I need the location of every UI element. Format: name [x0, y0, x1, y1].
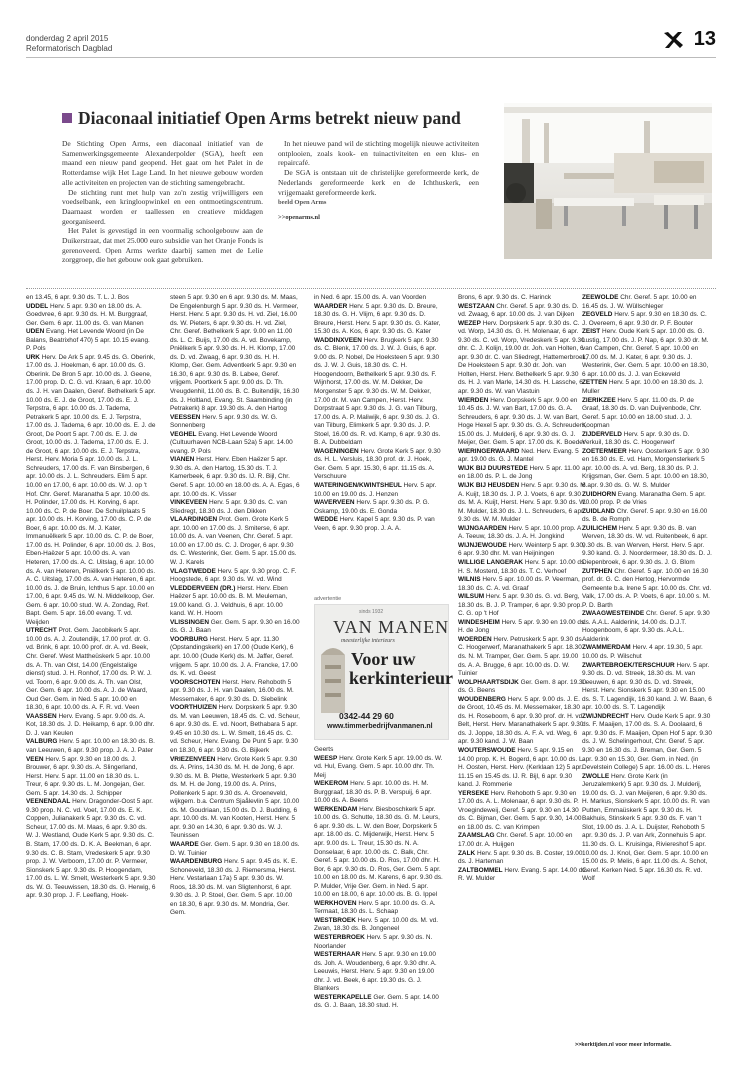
service-times: Herv. Grote Kerk 5 apr. 9.30 ds. A. Prins, 14.30 ds. M. H. de Jong, 6 apr. 9.30 ds. M. B. Plette, Westerkerk 5 apr. 9.30 ds. M. H. de Jong, 19.00 ds. A. Prins, Pollenkerk 5 apr. 9.30 ds. A. Groeneveld, wijkgem. b.a. Centrum Sjaålevlin 5 apr. 10.00 ds. M. Goudriaan, 15.00 ds. D. J. Budding, 6 apr. 10.00 ds. M. van Kooten, Herst. Herv. 5 apr. 9.30 en 14.30, 6 apr. 9.30 ds. W. J. Teunissen — [170, 755, 300, 840]
service-times: Herv. 5 apr. 9.30 en 18.00 ds. J. Brouwer, 6 apr. 9.30 ds. A. Slingerland, Herst. Herv. 5 apr. 11.00 en 18.30 ds. L. Treur, 6 apr. 9.30 ds. L. M. Jongejan, Ger. Gem. 5 apr. 14.30 ds. J. Schipper — [26, 755, 145, 797]
header-dateline — [26, 34, 112, 54]
advert-box[interactable] — [314, 604, 453, 740]
service-times: Herv. 5 apr. 9.00 ds. J. E. de Groot, 10.45 ds. M. Messemaker, 18.30 ds. H. Roseboom, 6 apr. 9.30 prof. dr. H. vd. Belt, Herst. Herv. Maranathakerk 5 apr. 9.30 ds. J. Joppe, 18.30 ds. A. F. A. vd. Weg, 6 apr. 9.30 kand. J. W. Baan — [458, 695, 584, 746]
service-times: Herv. 5 apr. 9.30 ds. M. A. Kuijt, 18.30 ds. J. P. J. Voets, 6 apr. 9.30 ds. M. A. Kuijt, Herst. Herv. 5 apr. 9.30 ds. W. M. Mulder, 18.30 ds. J. L. Schreuders, 6 apr. 9.30 ds. W. M. Mulder — [458, 482, 588, 524]
article — [62, 108, 494, 265]
place-name: ZUTPHEN — [582, 567, 613, 575]
place-name: UDDEL — [26, 302, 49, 310]
listing-entry — [170, 431, 300, 457]
place-name: WEZEP — [458, 319, 481, 327]
place-name: ZALTBOMMEL — [458, 866, 503, 874]
place-name: VALBURG — [26, 738, 58, 746]
listing-entry — [314, 448, 444, 482]
place-name: VIANEN — [170, 456, 195, 464]
service-times: Herv. 5 apr. 10.00 ds. H. M. Burggraaf, 18.30 ds. P. B. Verspuij, 6 apr. 10.00 ds. A. Beens — [314, 780, 432, 805]
listing-entry — [170, 456, 300, 499]
place-name: ZEIST — [582, 328, 601, 336]
place-name: ZOETERMEER — [582, 447, 627, 455]
service-times: Evang. Het Levende Woord (in De Balans, Beatrixhof 470) 5 apr. 10.15 evang. P. Pols — [26, 328, 150, 353]
listing-entry — [458, 790, 588, 833]
advert-headline-2: kerkinterieur — [349, 668, 453, 688]
listing-entry — [458, 320, 588, 397]
service-times: Herv. Weinterp 5 apr. 9.30, 6 apr. 9.30 dhr. M. van Heijningen — [458, 541, 585, 558]
service-times: Herv. 5 apr. 9.30 en 19.00 ds. Joh. A. Woudenberg, 6 apr. 9.30 dhr. A. Leeuwis, Herst. Herv. 5 apr. 9.30 en 19.00 dhr. J. vd. Beek, 6 apr. 19.30 ds. G. J. Blankers — [314, 951, 437, 993]
place-name: WEESP — [314, 754, 338, 762]
listing-entry — [458, 619, 588, 636]
place-name: WESTERHAAR — [314, 951, 361, 959]
place-name: WAARDE — [170, 841, 199, 848]
listing-entry — [26, 798, 156, 901]
place-name: VINKEVEEN — [170, 499, 208, 507]
place-name: ZEEWOLDE — [582, 294, 619, 301]
listing-entry — [26, 294, 156, 303]
place-name: VRIEZENVEEN — [170, 755, 216, 763]
service-times: Chr. Geref. 5 apr. 10.00 en 16.45 ds. J. W. Wüllschleger — [582, 294, 697, 310]
listing-entry — [582, 397, 712, 431]
place-name: WAARDENBURG — [170, 858, 223, 866]
listing-entry — [170, 679, 300, 705]
listing-entry — [582, 508, 712, 525]
service-times: Geerts — [314, 746, 334, 753]
listing-entry — [582, 713, 712, 773]
article-link[interactable]: >>openarms.nl — [278, 213, 320, 221]
place-name: WATERINGEN/KWINTSHEUL — [314, 482, 402, 490]
service-times: Herv. 5 apr. 9.30 ds. G. vd. Berg, 18.30 ds. B. J. P. Tramper, 6 apr. 9.30 prop. C. G. op 't Hof — [458, 593, 583, 618]
service-times: Herv. 5 apr. 9.30 en 18.00 ds. A. Goedvree, 6 apr. 9.30 ds. H. M. Burggraaf, Ger. Gem. 6 apr. 11.00 ds. G. van Manen — [26, 302, 148, 327]
advertisement — [314, 596, 453, 741]
listing-entry — [314, 337, 444, 448]
place-name: WINDESHEIM — [458, 618, 500, 626]
place-name: WESTZAAN — [458, 302, 495, 310]
listing-entry — [314, 900, 444, 917]
listing-entry — [170, 704, 300, 755]
listing-entry — [582, 448, 712, 491]
service-times: Ger. Gem. 8 apr. 19.30 ds. G. Beens — [458, 678, 587, 695]
place-name: VOORSCHOTEN — [170, 678, 221, 686]
service-times: Herv. 5 apr. 9.30 ds. W. G. Sonnenberg — [170, 413, 278, 430]
service-times: Herv. Evang. 5 apr. 14.00 ds. R. W. Mulder — [458, 866, 588, 883]
place-name: ZETTEN — [582, 379, 608, 387]
service-times: Herv. 5 apr. 10.00 ds. H. S. Mosterd, 18.30 ds. T. C. Verhoef — [458, 558, 586, 575]
listing-entry — [170, 756, 300, 841]
place-name: WERKENDAM — [314, 805, 358, 813]
listing-entry — [314, 806, 444, 900]
listing-entry — [458, 303, 588, 320]
listing-entry — [26, 328, 156, 354]
service-times: Herv. 5 apr. 9.30 ds. D. Breure, 18.30 ds. G. H. Vlijm, 6 apr. 9.30 ds. D. Breure, Herst. Herv. 5 apr. 9.30 ds. G. Kater, 15.30 ds. A. Kos, 6 apr. 9.30 ds. G. Kater — [314, 302, 441, 336]
header-rule — [26, 57, 716, 58]
section-divider — [26, 288, 716, 289]
article-paragraph: De stichting runt met hulp van zo'n zestig vrijwilligers een voedselbank, een kringloopwinkel en een ontmoetingscentrum. Daarnaast worden er taallessen en creatieve middagen georganiseerd. — [62, 187, 263, 226]
service-times: Herv. 5 apr. 9.30 ds. N. Noorlander — [314, 934, 433, 950]
article-paragraph: De Stichting Open Arms, een diaconaal initiatief van de Samenwerkingsgemeente Alexanderpolder (SGA), heeft een maand een nieuw pand geopend. Het gaat om het Palet in de Rotterdamse wijk Het Lage Land. In het nieuwe gebouw worden alle activiteiten en projecten van de stichting samengebracht. — [62, 139, 263, 187]
service-times: Herv. 5 apr. 9.45 ds. K. E. Schoneveld, 18.30 ds. J. Riemersma, Herst. Herv. Vestarlaan 17a) 5 apr. 9.30 ds. W. Roos, 18.30 ds. M. van Sligtenhorst, 6 apr. 9.30 ds. J. P. Stoel, Ger. Gem. 5 apr. 10.00 en 18.30, 6 apr. 9.30 ds. M. Mondria, Ger. Gem. — [170, 858, 298, 917]
service-times: Chr. Geref. 5 apr. 9.30 ds. A.A.L. Aalderink, 14.00 ds. D.J.T. Hoogenboom, 6 apr. 9.30 ds. A.A.L. Aalderink — [582, 610, 710, 643]
place-name: UTRECHT — [26, 627, 57, 635]
header-right — [662, 28, 716, 51]
listing-entry — [314, 516, 444, 533]
place-name: WEDDE — [314, 516, 338, 524]
place-name: WAVERVEEN — [314, 499, 355, 507]
place-name: WESTERKAPELLE — [314, 993, 372, 1001]
service-times: Herv. 5 apr. 9.30 ds. P. G. Oskamp, 19.00 ds. E. Gonda — [314, 499, 430, 515]
listing-entry — [582, 610, 712, 644]
service-times: Herv. 5 apr. 9.30 ds. C. van Sliedregt, 18.30 ds. J. den Dikken — [170, 499, 287, 515]
place-name: WIJK BIJ DUURSTEDE — [458, 464, 528, 472]
place-name: WIERINGERWAARD — [458, 447, 520, 455]
service-times: Herv. 5 apr. 9.30 ds. B. Coster, 19.00 ds. J. Harteman — [458, 849, 583, 866]
place-name: WILLIGE LANGERAK — [458, 558, 524, 566]
service-times: Herst. Herv. Rehoboth 5 apr. 9.30 ds. J. H. van Daalen, 16.00 ds. M. Messemaker, 6 apr. 9.30 ds. D. Siebelink — [170, 678, 294, 703]
listing-entry — [458, 747, 588, 790]
service-times: en 13.45, 6 apr. 9.30 ds. T. L. J. Bos — [26, 294, 129, 301]
listing-entry — [458, 832, 588, 849]
listing-entry — [170, 414, 300, 431]
place-name: VEGHEL — [170, 430, 197, 438]
advert-website[interactable]: www.timmerbedrijfvanmanen.nl — [327, 723, 433, 730]
listing-entry — [582, 294, 712, 311]
place-name: WOERDEN — [458, 635, 492, 643]
listing-entry — [458, 465, 588, 482]
service-times: Herv. Grote Kerk 5 apr. 19.00 ds. W. vd. Hul, Evang. Gem. 5 apr. 10.00 dhr. Th. Meij — [314, 754, 443, 779]
listing-entry — [582, 662, 712, 713]
service-times: Herv. 5 apr. 9.30 en 19.00 ds. H. de Jong — [458, 618, 586, 635]
listing-entry — [582, 311, 712, 328]
place-name: YERSEKE — [458, 789, 489, 797]
listing-entry — [582, 328, 712, 379]
place-name: WILNIS — [458, 576, 481, 584]
service-times: Ger. Gem. 5 apr. 14.00 ds. G. J. Baan, 18.30 stud. H. — [314, 993, 439, 1010]
place-name: WADDINXVEEN — [314, 336, 362, 344]
listing-column-3b — [314, 746, 444, 1011]
advert-tagline: meesterlijke interieurs — [341, 638, 395, 644]
listing-entry — [582, 644, 712, 661]
listing-entry — [458, 482, 588, 525]
place-name: VEENENDAAL — [26, 798, 71, 806]
listing-entry — [458, 542, 588, 559]
place-name: WESTERBROEK — [314, 934, 365, 942]
service-times: Evang. Het Levende Woord (Cultuurhaven NCB-Laan 52a) 5 apr. 14.00 evang. P. Pols — [170, 430, 293, 455]
listing-entry — [26, 713, 156, 739]
listing-entry — [314, 917, 444, 934]
place-name: VLEDDERVEEN (DR.) — [170, 584, 236, 592]
service-times: Herst. Herv. Eben Haëzer 5 apr. 9.30 ds. A. den Hartog, 15.30 ds. T. J. Kamerbeek, 6 apr. 9.30 ds. IJ. R. Bijl, Chr. Geref. 5 apr. 10.00 en 18.00 ds. A. A. Egas, 6 apr. 10.00 ds. K. Visser — [170, 456, 300, 498]
listing-column-1 — [26, 294, 156, 901]
listing-entry — [314, 482, 444, 499]
listing-entry — [458, 679, 588, 696]
place-name: VEESSEN — [170, 413, 201, 421]
service-times: Herv. De Ark 5 apr. 9.45 ds. G. Oberink, 17.00 ds. J. Hoekman, 6 apr. 10.00 ds. G. Oberink. De Bron 5 apr. 10.00 ds. J. Geene, 17.00 prop. D. C. G. vd. Kraan, 6 apr. 10.00 ds. J. H. van Daalen, Geref. Bethelkerk 5 apr. 10.00 ds. E. J. de Groot, 17.00 ds. E. J. Terpstra, 6 apr. 10.00 ds. J. Tadema, Petrakerk 5 apr. 10.00 ds. E. J. Terpstra, 17.00 ds. J. Tadema, 6 apr. 10.00 ds. E. J. de Groot, De Poort 5 apr. 7.00 ds. E. J. de Groot, 10.00 ds. J. Tadema, 17.00 ds. E. J. de Groot, 6 apr. 10.00 ds. E. J. Terpstra, Herst. Herv. Moria 5 apr. 10.00 ds. J. L. Schreuders, 17.00 ds. F. van Binsbergen, 6 apr. 10.00 ds. J. L. Schreuders. Elim 5 apr. 10.00 en 17.00, 6 apr. 10.00 ds. W. J. op 't Hof. Chr. Geref. Maranatha 5 apr. 10.00 ds. H. Polinder, 17.00 ds. H. Korving, 6 apr. 10.00 ds. C. P. de Boer. De Schuilplaats 5 apr. 10.00 ds. H. Korving, 17.00 ds. C. P. de Boer, 6 apr. 10.00 ds. M. J. Kater, Immanuëlkerk 5 apr. 10.00 ds. C. P. de Boer, 17.00 ds. H. Polinder, 6 apr. 10.00 ds. J. Bos, Eben-Haëzer 5 apr. 10.00 ds. A. van Heteren, 17.00 ds. A. C. Uitslag, 6 apr. 10.00 ds. A. van Heteren, Pniëlkerk 5 apr. 10.00 ds. A. C. Uitslag, 17.00 ds. A. van Heteren, 6 apr. 10.00 ds. J. de Bruin, Ichthus 5 apr. 10.00 en 17.00, 6 apr. 9.45 ds. W. N. Middelkoop, Ger. Gem. 6 apr. 10.00 stud. W. A. Zondag, Ref. Bapt. Gem. 5 apr. 16.00 evang. T. vd. Weijden — [26, 353, 156, 626]
listing-entry — [458, 397, 588, 448]
place-name: WEKEROM — [314, 780, 349, 788]
place-name: WOUTERSWOUDE — [458, 746, 516, 754]
publication-name: Reformatorisch Dagblad — [26, 44, 113, 53]
article-paragraph: In het nieuwe pand wil de stichting mogelijk nieuwe activiteiten ontplooien, zoals kook- en tuinactiviteiten en een klus- en repaircafé. — [278, 139, 479, 168]
listing-column-3 — [314, 294, 444, 533]
listing-entry — [314, 746, 444, 755]
listing-entry — [314, 294, 444, 303]
service-times: steen 5 apr. 9.30 en 6 apr. 9.30 ds. M. Maas, De Engelenburgh 5 apr. 9.30 ds. H. Vermeer, Herst. Herv. 5 apr. 9.30 ds. H. vd. Ziel, 16.00 ds. W. Pieters, 6 apr. 9.30 ds. H. vd. Ziel, Chr. Geref. Bethelkerk 5 apr. 9.00 en 11.00 ds. L. C. Buijs, 17.00 ds. A. vd. Bovekamp, Pniëlkerk 5 apr. 9.30 ds. H. H. Klomp, 17.00 ds. D. vd. Zwaag, 6 apr. 9.30 ds. H. H. Klomp, Ger. Gem. Adventkerk 5 apr. 9.30 en 16.30, 6 apr. 9.30 ds. B. Labee, Geref. vrijgem. Poortkerk 5 apr. 9.00 ds. D. Th. Vreugdenhil, 11.00 ds. B. C. Buitendijk, 16.30 ds. J. Holtland, Evang. St. Saambinding (in Petrakerk) 8 apr. 19.30 ds. A. den Hartog — [170, 294, 300, 413]
service-times: Prot. Gem. Grote Kerk 5 apr. 10.00 en 17.00 ds. J. Smiterse, 6 apr. 10.00 ds. A. van Veenen, Chr. Geref. 5 apr. 10.00 en 17.00 ds. C. J. Droger, 6 apr. 9.30 ds. C. Westerink, Ger. Gem. 5 apr. 15.00 ds. W. J. Karels — [170, 516, 297, 566]
place-name: WESTBROEK — [314, 916, 356, 924]
place-name: VLAGTWEDDE — [170, 567, 216, 575]
listing-column-4 — [458, 294, 588, 884]
service-times: Ger. Gem. 5 apr. 9.30 en 18.00 ds. D. W. Tuinier — [170, 841, 300, 857]
place-name: WIJK BIJ HEUSDEN — [458, 482, 520, 490]
listing-entry — [582, 568, 712, 611]
service-times: Herv. Grote Kerk 5 apr. 9.30 ds. H. L. Versluis, 18.30 prof. dr. J. Hoek, Ger. Gem. 5 apr. 15.30, 6 apr. 11.15 ds. A. Verschuure — [314, 447, 441, 481]
advert-phone: 0342-44 29 60 — [339, 711, 394, 721]
listing-entry — [458, 559, 588, 576]
place-name: ZALK — [458, 849, 476, 857]
service-times: Herv. 5 apr. 10.00 en 18.30 ds. B. van Leeuwen, 6 apr. 9.30 prop. J. A. J. Pater — [26, 738, 155, 754]
place-name: ZEGVELD — [582, 311, 613, 319]
article-paragraph: Het Palet is gevestigd in een voormalig schoolgebouw aan de Duikerstraat, dat met 25.000 euro subsidie van het Oranje Fonds is gerenoveerd. Open Arms werkte daarbij samen met de Lelie zorggroep, die het gebouw ook gaat gebruiken. — [62, 226, 263, 265]
service-times: Herv. 5 apr. 10.00 ds. P. Veerman, 18.30 ds. C. A. vd. Graaf — [458, 576, 580, 592]
service-times: Herst. Herv. 5 apr. 11.30 (Opstandingskerk) en 17.00 (Oude Kerk), 6 apr. 10.00 (Oude Kerk) ds. M. Jaffer, Geref. vrijgem. 5 apr. 10.00 ds. J. A. Francke, 17.00 ds. K. vd. Geest — [170, 635, 298, 678]
place-name: ZWARTEBROEK/TERSCHUUR — [582, 661, 675, 669]
article-column-left — [62, 139, 263, 265]
place-name: WIJNJEWOUDE — [458, 541, 507, 549]
advert-established: sinds 1932 — [359, 609, 384, 615]
listing-entry — [170, 841, 300, 858]
place-name: WILSUM — [458, 593, 485, 601]
place-name: UDEN — [26, 328, 45, 336]
listing-entry — [314, 780, 444, 806]
listing-entry — [458, 636, 588, 679]
listing-entry — [458, 576, 588, 593]
place-name: ZAAMSLAG — [458, 832, 495, 840]
place-name: VAASSEN — [26, 712, 57, 720]
listing-column-2 — [170, 294, 300, 918]
listing-entry — [314, 499, 444, 516]
service-times: Ger. Gem. 5 apr. 9.30 en 16.00 ds. G. J. Baan — [170, 618, 300, 635]
listing-entry — [26, 627, 156, 712]
listing-entry — [170, 636, 300, 679]
service-times: Herv. Oude Kerk 5 apr. 9.30 ds. F. Maaijen, 17.00 ds. S. A. Doolaard, 6 apr. 9.30 ds. F. Maaijen, Open Hof 5 apr. 9.30 ds. J. W. Schelingerhout, Chr. Geref. 5 apr. 9.30 en 16.30 ds. J. Breman, Ger. Gem. 5 apr. 9.30 en 15.30, Ger. Gem. in Ned. (in Develstein College) 5 apr. 16.00 ds. L. Heres — [582, 712, 712, 772]
place-name: WOLPHAARTSDIJK — [458, 678, 519, 686]
place-name: VLAARDINGEN — [170, 516, 218, 524]
service-times: in Ned. 6 apr. 15.00 ds. A. van Voorden — [314, 294, 427, 301]
place-name: ZWIJNDRECHT — [582, 712, 629, 720]
service-times: Herv. 5 apr. 11.00 ds. P. de Graaf, 18.30 ds. D. van Duijvenbode, Chr. Geref. 5 apr. 10.00 en 18.00 stud. J. J. Koopman — [582, 396, 702, 430]
bullet-square-icon — [62, 113, 72, 123]
listing-entry — [314, 951, 444, 994]
service-times: Herv. Dorpskerk 5 apr. 9.30 ds. M. van Leeuwen, 18.45 ds. C. vd. Scheur, 6 apr. 9.30 ds. E. vd. Noort, Bethabara 5 apr. 9.45 en 10.30 ds. L. W. Smelt, 16.45 ds. C. vd. Scheur, Herv. Evang. De Punt 5 apr. 9.30 en 18.30, 6 apr. 9.30 ds. G. Bijkerk — [170, 704, 300, 754]
listing-entry — [26, 738, 156, 755]
listing-entry — [26, 354, 156, 628]
advert-headline-1: Voor uw — [351, 649, 416, 669]
listing-entry — [582, 431, 712, 448]
service-times: Herv. Petruskerk 5 apr. 9.30 ds. C. Hoogerwerf, Maranathakerk 5 apr. 18.30 ds. N. M. Tramper, Ger. Gem. 5 apr. 19.00 ds. A. A. Brugge, 6 apr. 10.00 ds. D. W. Tuinier — [458, 635, 584, 678]
footer-link[interactable]: >>kerktijden.nl voor meer informatie. — [575, 1042, 672, 1048]
service-times: Herv. 5 apr. 10.00 prop. A. A. Teeuw, 18.30 ds. J. A. H. Jongkind — [458, 524, 584, 541]
listing-entry — [170, 619, 300, 636]
listing-entry — [170, 858, 300, 918]
listing-entry — [582, 525, 712, 568]
service-times: Herst. Herv. Eben Haëzer 5 apr. 10.00 ds. B. M. Meuleman, 19.00 kand. G. J. Veldhuis, 6 apr. 10.00 kand. W. H. Hoorn — [170, 584, 288, 618]
listing-entry — [314, 994, 444, 1011]
newspaper-logo-icon — [662, 30, 684, 50]
service-times: Evang. Maranatha Gem. 5 apr. 10.00 prop. P. de Vries — [582, 490, 706, 507]
listing-entry — [170, 294, 300, 414]
service-times: Herv. Rehoboth 5 apr. 9.30 en 17.00 ds. A. L. Molenaar, 6 apr. 9.30 ds. P. Vroegindeweij, Geref. 5 apr. 9.30 en 14.30 ds. C. Bijman, Ger. Gem. 5 apr. 9.30, 14.00 en 18.00 ds. C. van Krimpen — [458, 789, 582, 831]
place-name: ZWOLLE — [582, 772, 610, 780]
service-times: Herv. 5 apr. 10.00 ds. G. A. Termaat, 18.30 ds. L. Schaap — [314, 899, 436, 916]
service-times: Herv. 5 apr. 9.30 ds. D. vd. Streek, 18.30 ds. M. van Leeuwen, 6 apr. 9.30 ds. D. vd. Streek, Herst. Herv. Sionskerk 5 apr. 9.30 en 15.00 ds. S. T. Lagendijk, 16.30 kand. J. W. Baan, 6 apr. 10.00 ds. S. T. Lagendijk — [582, 661, 712, 712]
service-times: Herv. 5 apr. 9.30 ds. B. van Werven, 18.30 ds. W. vd. Ruitenbeek, 6 apr. 9.30 ds. B. van Werven, Herst. Herv. 5 apr. 9.30 kand. G. J. Noordermeer, 18.30 ds. D. J. Diepenbroek, 6 apr. 9.30 ds. J. G. Blom — [582, 524, 712, 566]
service-times: Brons, 6 apr. 9.30 ds. C. Harinck — [458, 294, 552, 301]
service-times: Herv. Dorpskerk 5 apr. 9.30 ds. C. vd. Worp, 14.30 ds. G. H. Molenaar, 6 apr. 9.30 ds. C. vd. Worp, Vredeskerk 5 apr. 9.30 dhr. C. J. Kolijn, 19.00 dr. Joh. van Holten, 6 apr. 9.30 dr. C. van Sliedregt, Hattemerbroek, De Hoeksteen 5 apr. 9.30 dr. Joh. van Holten, Herst. Herv. Bethelkerk 5 apr. 9.30 ds. H. J. van Marle, 14.30 ds. H. Lassche, 6 apr. 9.30 ds. W. van Vlastuin — [458, 319, 588, 396]
service-times: Herv. 5 apr. 10.00 en 19.00 ds. J. Henzen — [314, 482, 437, 498]
place-name: ZWAAGWESTEINDE — [582, 610, 645, 618]
service-times: Herv. Dragonder-Oost 5 apr. 9.30 prop. N. C. vd. Voet, 17.00 ds. E. K. Coppen, Julianakerk 5 apr. 9.30 ds. C. vd. Scheur, 17.00 ds. M. Maas, 6 apr. 9.30 ds. W. J. Westland, Oude Kerk 5 apr. 9.30 ds. C. B. Stam, 17.00 ds. D. K. A. Beekman, 6 apr. 9.30 ds. C. B. Stam, Vredeskerk 5 apr. 9.30 prop. J. W. Verboom, 17.00 dr. P. Vermeer, Sionskerk 5 apr. 9.30 ds. P. Hoogendam, 17.00 ds. L. W. Smelt, Westerkerk 5 apr. 9.30 ds. W. G. Teeuwissen, 18.30 ds. G. Herwig, 6 apr. 9.30 prop. J. F. Leeflang, Hoek- — [26, 798, 156, 900]
article-photo — [504, 103, 712, 259]
listing-entry — [458, 593, 588, 619]
service-times: Ned. Herv. Evang. 5 apr. 19.00 ds. G. J. Mantel — [458, 447, 579, 464]
photo-credit: beeld Open Arms — [278, 199, 327, 207]
service-times: Herv. Evang. 5 apr. 9.00 ds. A. Kot, 18.30 ds. J. D. Heikamp, 6 apr. 9.00 dhr. D. J. van Keulen — [26, 712, 155, 737]
service-times: Herv. 5 apr. 9.30 prop. C. F. Hoogstede, 6 apr. 9.30 ds. W. vd. Wind — [170, 567, 297, 584]
listing-entry — [314, 934, 444, 951]
service-times: Herv. 5 apr. 9.30 en 18.30 ds. C. J. Overeem, 6 apr. 9.30 dr. P. F. Bouter — [582, 311, 707, 327]
issue-date: donderdag 2 april 2015 — [26, 34, 109, 43]
listing-entry — [26, 756, 156, 799]
service-times: Herv. 5 apr. 10.00 en 18.30 ds. J. Muller — [582, 379, 704, 396]
listing-entry — [582, 379, 712, 396]
advert-brand: VAN MANEN — [333, 617, 450, 637]
place-name: WERKHOVEN — [314, 899, 357, 907]
place-name: URK — [26, 353, 40, 361]
listing-entry — [458, 696, 588, 747]
place-name: ZUIDLAND — [582, 507, 615, 515]
listing-entry — [582, 491, 712, 508]
place-name: ZWAMMERDAM — [582, 644, 631, 652]
place-name: VOORTHUIZEN — [170, 704, 217, 712]
advert-label: advertentie — [314, 596, 342, 602]
listing-entry — [170, 499, 300, 516]
service-times: Herv. Brugkerk 5 apr. 9.30 ds. C. Blenk, 17.00 ds. J. W. J. Guis, 6 apr. 9.00 ds. P. Nobel, De Hoeksteen 5 apr. 9.30 ds. J. W. J. Guis, 18.30 ds. C. H. Hoogendoorn, Bethelkerk 5 apr. 9.30 ds. F. Wijnhorst, 17.00 ds. W. M. Dekker, De Morgenster 5 apr. 9.30 ds. W. M. Dekker, 17.00 dr. M. van Campen, Herst. Herv. Dorpstraat 5 apr. 9.30 ds. J. G. van Tilburg, 17.00 ds. A. P. Maliwijk, 6 apr. 9.30 ds. J. G. van Tilburg, Elimkerk 5 apr. 9.30 ds. J. P. Stoel, 16.00 ds. R. vd. Kamp, 6 apr. 9.30 ds. B. A. Dubbeldam — [314, 336, 441, 447]
place-name: ZUILICHEM — [582, 524, 618, 532]
service-times: Herv. Dorpskerk 5 apr. 9.00 en 10.45 ds. J. W. van Bart, 17.00 ds. G. A. Schreuders, 6 apr. 9.30 ds. J. W. van Bart, Hoge Hexel 5 apr. 9.30 ds. G. A. Schreuders, 15.00 ds. J. Mulderij, 6 apr. 9.30 ds. G. J. Meijer, Ger. Gem. 5 apr. 17.00 ds. K. Boeder — [458, 396, 587, 447]
listing-entry — [582, 773, 712, 884]
place-name: WIERDEN — [458, 396, 489, 404]
listing-entry — [314, 303, 444, 337]
place-name: WOUDENBERG — [458, 695, 506, 703]
listing-entry — [458, 850, 588, 867]
listing-entry — [458, 525, 588, 542]
interior-photo-illustration — [504, 103, 712, 259]
service-times: Chr. Geref. 5 apr. 9.30 ds. D. vd. Zwaag, 6 apr. 10.00 ds. J. van Dijken — [458, 302, 579, 319]
listing-column-5 — [582, 294, 712, 884]
place-name: ZIERIKZEE — [582, 396, 616, 404]
place-name: VLISSINGEN — [170, 618, 209, 626]
service-times: Herv. 4 apr. 19.30, 5 apr. 10.00 ds. P. Wilschut — [582, 644, 703, 660]
listing-entry — [314, 755, 444, 781]
place-name: WAARDER — [314, 302, 348, 310]
article-column-right — [278, 139, 479, 223]
listing-entry — [458, 294, 588, 303]
service-times: Prot. Gem. Jacobikerk 5 apr. 10.00 ds. A. J. Zoutendijk, 17.00 prof. dr. G. vd. Brink, 6 apr. 10.00 prof. dr. A. vd. Beek, Chr. Geref. West Mattheüskerk 5 apr. 10.00 ds. A. Th. van Olst, 14.00 (Engelstalige dienst) stud. J. H. Ronhof, 17.00 ds. P. W. J. vd. Toorn, 6 apr. 9.00 ds. A. Th. van Olst, Ger. Gem. 6 apr. 10.00 ds. A. J. de Waard, Oud Ger. Gem. in Ned. 5 apr. 10.00 en 18.30, 6 apr. 10.00 ds. A. F. R. vd. Veen — [26, 627, 152, 712]
service-times: Herv. Biesboschkerk 5 apr. 10.00 ds. G. Schutte, 18.30 ds. G. M. Leurs, 6 apr. 9.30 ds. L. W. den Boer, Dorpskerk 5 apr. 18.00 ds. C. Mijderwijk, Herst. Herv. 5 apr. 9.00 ds. L. Treur, 15.30 ds. N. A. Donselaar, 6 apr. 10.00 ds. C. Balk, Chr. Geref. 5 apr. 10.00 ds. D. Ros, 17.00 dhr. H. Bor, 6 apr. 9.30 ds. D. Ros, Ger. Gem. 5 apr. 10.00 en 18.00 ds. M. Karens, 6 apr. 9.30 ds. P. Mulder, Vrije Ger. Gem. in Ned. 5 apr. 10.00 en 18.00, 6 apr. 10.00 ds. B. G. Ippel — [314, 805, 443, 899]
place-name: WAGENINGEN — [314, 447, 359, 455]
listing-entry — [26, 303, 156, 329]
page-number: 13 — [693, 28, 716, 50]
service-times: Chr. Geref. 5 apr. 10.00 en 16.30 prof. dr. G. C. den Hertog, Hervormde Gemeente b.a. Irene 5 apr. 10.00 ds. Chr. vd. Valk, 17.00 ds. A. P. Voets, 6 apr. 10.00 s. M. P. D. Barth — [582, 567, 712, 609]
place-name: VOORBURG — [170, 635, 208, 643]
listing-entry — [170, 585, 300, 619]
service-times: Herv. Oude Kerk 5 apr. 10.00 ds. G. Lustig, 17.00 ds. J. P. Nap, 6 apr. 9.30 dr. M. van Campen, Chr. Geref. 5 apr. 10.00 en 17.00 ds. M. J. Kater, 6 apr. 9.30 ds. J. Westerink, Ger. Gem. 5 apr. 10.00 en 18.30, 6 apr. 10.00 ds. J. J. van Eckeveld — [582, 328, 709, 378]
service-times: Chr. Geref. 5 apr. 9.30 en 16.00 ds. B. de Romph — [582, 507, 708, 524]
place-name: VEEN — [26, 755, 44, 763]
service-times: Herv. Oosterkerk 5 apr. 9.30 en 16.30 ds. E. vd. Ham, Morgensterkerk 5 apr. 10.00 ds. A. vd. Berg, 18.30 ds. P. J. Krijgsman, Ger. Gem. 5 apr. 10.00 en 18.30, 6 apr. 9.30 ds. G. W. S. Mulder — [582, 447, 709, 490]
listing-entry — [170, 516, 300, 567]
listing-entry — [458, 448, 588, 465]
service-times: Herv. Kapel 5 apr. 9.30 ds. P. van Veen, 6 apr. 9.30 prop. J. A. A. — [314, 516, 435, 532]
article-paragraph: De SGA is ontstaan uit de christelijke gereformeerde kerk, de Nederlands gereformeerde kerk en de Ichthuskerk, een vrijgemaakt gereformeerde kerk. — [278, 168, 479, 197]
place-name: ZUIDHORN — [582, 490, 616, 498]
service-times: Herv. 5 apr. 9.30 ds. D. Verkuil, 18.30 ds. C. Hoogerwerf — [582, 430, 690, 447]
service-times: Herv. Grote Kerk (in Jeruzalemkerk) 5 apr. 9.30 ds. J. Mulderij, 19.00 ds. G. J. van Meijeren, 6 apr. 9.30 ds. H. Markus, Sionskerk 5 apr. 10.00 ds. R. van Putten, Emmaüskerk 5 apr. 9.30 ds. H. Bakhuis, Stinskerk 5 apr. 9.30 ds. F. van 't Slot, 19.00 ds. J. A. L. Duijster, Rehoboth 5 apr. 9.30 ds. J. P. van Ark, Zonnehuis 5 apr. 11.30 ds. G. L. Kruisinga, Riviereshof 5 apr. 10.00 ds. J. Knol, Ger. Gem. 5 apr. 10.00 en 15.00 ds. P. Melis, 6 apr. 11.00 ds. A. Schot, Geref. Kerken Ned. 5 apr. 16.30 ds. R. vd. Wolf — [582, 772, 710, 883]
service-times: Herv. 5 apr. 11.00 en 18.00 ds. P. L. de Jong — [458, 464, 580, 481]
service-times: Herv. 5 apr. 9.15 en 14.00 prop. K. H. Bogerd, 6 apr. 10.00 ds. L. H. Oosten, Herst. Herv. (Kerklaan 12) 5 apr. 11.15 en 15.45 ds. IJ. R. Bijl, 6 apr. 9.30 kand. J. Rommerie — [458, 746, 585, 789]
place-name: ZIJDERVELD — [582, 430, 622, 438]
article-title: Diaconaal initiatief Open Arms betrekt nieuw pand — [62, 108, 502, 129]
place-name: WIJNGAARDEN — [458, 524, 507, 532]
church-interior-icon — [319, 645, 349, 715]
listing-entry — [458, 867, 588, 884]
service-times: Chr. Geref. 5 apr. 10.00 en 17.00 dr. A. Huijgen — [458, 832, 573, 848]
listing-entry — [170, 568, 300, 585]
service-times: Herv. 5 apr. 10.00 ds. M. vd. Zwan, 18.30 ds. B. Jongeneel — [314, 916, 439, 933]
